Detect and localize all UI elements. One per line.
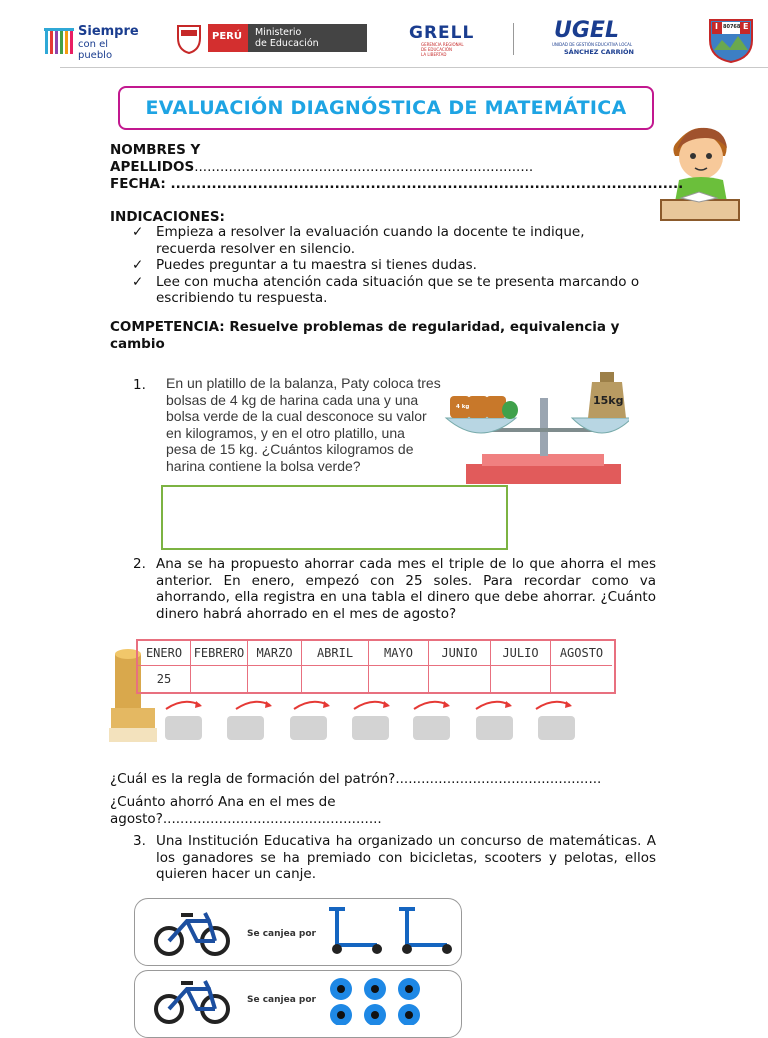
- grell-logo: [409, 23, 509, 55]
- school-crest: [706, 14, 756, 64]
- check-icon: ✓: [132, 224, 144, 240]
- canje-label: Se canjea por: [247, 995, 316, 1005]
- grell-name: GRELL: [409, 23, 475, 43]
- question-1-number: 1.: [133, 377, 146, 393]
- scooters-icon: [323, 905, 453, 957]
- regla-dots: ................................................: [395, 771, 602, 787]
- ugel-sub2: SÁNCHEZ CARRIÓN: [564, 48, 634, 56]
- ahorro-dots: ...................................................: [162, 811, 382, 827]
- grell-sub3: LA LIBERTAD: [421, 52, 447, 57]
- question-2-text: Ana se ha propuesto ahorrar cada mes el triple de lo que ahorra el mes anterior. En enero, empezó con 25 soles. Para recordar como va ahorrando, ella registra en una tabla el dinero que debe ahorrar. ¿Cuánto dinero habrá ahorrado en el mes de agosto?: [156, 556, 656, 622]
- table-header: MAYO: [369, 641, 429, 666]
- ugel-sub1: UNIDAD DE GESTIÓN EDUCATIVA LOCAL: [552, 42, 633, 47]
- table-cell[interactable]: [369, 666, 429, 692]
- peru-label: PERÚ: [212, 31, 242, 42]
- ahorro-question-text: agosto?: [110, 811, 163, 827]
- table-header: MARZO: [248, 641, 302, 666]
- list-item: [132, 224, 662, 257]
- multiplier-box[interactable]: [290, 716, 327, 740]
- curved-arrow-icon: [474, 697, 516, 711]
- q1-line: bolsa verde de la cual desconoce su valor: [166, 408, 427, 424]
- indicaciones-heading: INDICACIONES:: [110, 209, 225, 225]
- savings-table: [136, 639, 616, 694]
- check-icon: ✓: [132, 257, 144, 273]
- ugel-logo: [552, 20, 657, 58]
- weight-label: 15kg: [593, 394, 624, 407]
- list-item: [132, 257, 662, 274]
- competencia-text: COMPETENCIA: Resuelve problemas de regularidad, equivalencia y cambio: [110, 319, 620, 352]
- school-crest-icon: [706, 14, 756, 64]
- multiplier-box[interactable]: [165, 716, 202, 740]
- question-2-number: 2.: [133, 556, 146, 572]
- grell-sub2: DE EDUCACIÓN: [421, 47, 452, 52]
- nombres-dots: ...............................................................................: [194, 159, 534, 175]
- canje-label: Se canjea por: [247, 929, 316, 939]
- bag-label: 4 kg: [456, 404, 470, 410]
- table-header: ENERO: [138, 641, 191, 666]
- fecha-label: FECHA:: [110, 176, 171, 192]
- indicacion-text: Empieza a resolver la evaluación cuando la docente te indique, recuerda resolver en silencio.: [156, 224, 585, 257]
- ahorro-question-line1: ¿Cuánto ahorró Ana en el mes de: [110, 794, 336, 810]
- indicacion-text: Puedes preguntar a tu maestra si tienes dudas.: [156, 257, 477, 273]
- check-icon: ✓: [132, 273, 144, 290]
- table-cell[interactable]: 25: [138, 666, 191, 692]
- fecha-field[interactable]: [110, 176, 683, 193]
- table-header: ABRIL: [302, 641, 369, 666]
- fecha-dots: ....................................................................................................: [170, 176, 684, 192]
- question-1-text: [166, 375, 451, 482]
- curved-arrow-icon: [164, 697, 206, 711]
- page-title: EVALUACIÓN DIAGNÓSTICA DE MATEMÁTICA: [145, 97, 627, 119]
- list-item: [132, 274, 662, 307]
- table-cell[interactable]: [491, 666, 551, 692]
- siempre-subtitle: con el pueblo: [78, 39, 113, 61]
- curved-arrow-icon: [534, 697, 576, 711]
- multiplier-box[interactable]: [227, 716, 264, 740]
- q1-line: bolsas de 4 kg de harina cada una y una: [166, 391, 419, 408]
- header-divider: [60, 67, 768, 68]
- q1-line: En un platillo de la balanza, Paty coloca tres: [166, 375, 441, 391]
- ugel-name: UGEL: [554, 18, 619, 43]
- bicycle-icon: [153, 975, 233, 1025]
- table-cell[interactable]: [551, 666, 612, 692]
- bicycle-icon: [153, 907, 233, 957]
- indicaciones-list: [132, 224, 662, 307]
- q1-line: en kilogramos, y en el otro platillo, una: [166, 424, 405, 441]
- multiplier-box[interactable]: [476, 716, 513, 740]
- curved-arrow-icon: [412, 697, 454, 711]
- regla-question-text: ¿Cuál es la regla de formación del patrón?: [110, 771, 396, 787]
- minedu-logo: [174, 22, 367, 54]
- curved-arrow-icon: [234, 697, 276, 711]
- crest-letter-right: E: [743, 22, 749, 31]
- ministerio-line1: Ministerio: [255, 27, 302, 38]
- multiplier-box[interactable]: [352, 716, 389, 740]
- title-box: [118, 86, 654, 130]
- nombres-label-line1: NOMBRES Y: [110, 142, 201, 158]
- table-cell[interactable]: [191, 666, 248, 692]
- ministerio-line2: de Educación: [255, 38, 319, 49]
- table-cell[interactable]: [302, 666, 369, 692]
- grell-divider: [513, 23, 514, 55]
- canje-box-scooters: [134, 898, 462, 966]
- table-cell[interactable]: [248, 666, 302, 692]
- multiplier-box[interactable]: [538, 716, 575, 740]
- grell-sub1: GERENCIA REGIONAL: [421, 42, 464, 47]
- regla-question[interactable]: [110, 771, 601, 788]
- table-cell[interactable]: [429, 666, 491, 692]
- question-3-number: 3.: [133, 833, 146, 849]
- curved-arrow-icon: [352, 697, 394, 711]
- multiplier-box[interactable]: [413, 716, 450, 740]
- siempre-title: Siempre: [78, 24, 139, 39]
- balance-scale-illustration: [444, 368, 629, 484]
- soccer-balls-icon: [323, 975, 453, 1025]
- curved-arrow-icon: [292, 697, 334, 711]
- table-header: JUNIO: [429, 641, 491, 666]
- indicacion-text: Lee con mucha atención cada situación que se te presenta marcando o escribiendo tu respuesta.: [156, 273, 640, 306]
- answer-box-q1[interactable]: [161, 485, 508, 550]
- table-header: JULIO: [491, 641, 551, 666]
- nombres-label-line2: APELLIDOS: [110, 159, 195, 175]
- ahorro-question[interactable]: [110, 811, 382, 828]
- child-reading-illustration: [659, 112, 741, 224]
- crest-letter-left: I: [715, 22, 718, 31]
- siempre-con-el-pueblo-logo: [44, 24, 144, 61]
- question-3-text: Una Institución Educativa ha organizado un concurso de matemáticas. A los ganadores se ha premiado con bicicletas, scooters y pelotas, ellos quieren hacer un canje.: [156, 833, 656, 882]
- q1-line: harina contiene la bolsa verde?: [166, 457, 361, 474]
- siempre-bars-icon: [44, 26, 76, 56]
- nombres-field[interactable]: [110, 159, 533, 176]
- canje-box-balls: [134, 970, 462, 1038]
- table-header: AGOSTO: [551, 641, 612, 666]
- table-header: FEBRERO: [191, 641, 248, 666]
- q1-line: pesa de 15 kg. ¿Cuántos kilogramos de: [166, 441, 414, 457]
- crest-code: 80768: [723, 24, 741, 30]
